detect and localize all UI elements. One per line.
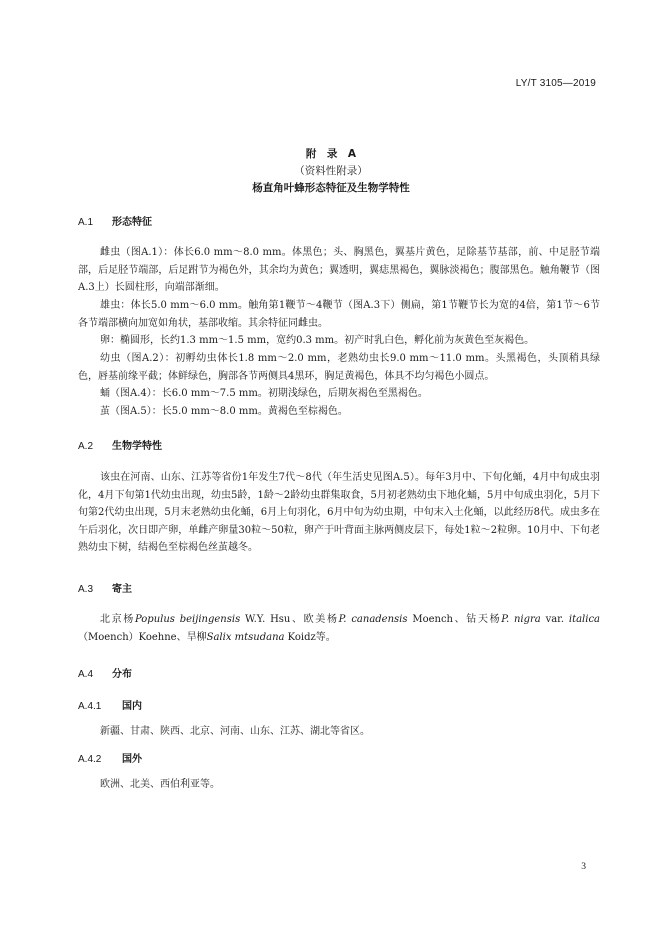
appendix-label: 附 录 A xyxy=(305,148,357,160)
paragraph-foreign-distribution: 欧洲、北美、西伯利亚等。 xyxy=(100,779,220,790)
host-species: P. nigra xyxy=(501,614,541,625)
page-number: 3 xyxy=(581,862,586,872)
host-text: Koidz等。 xyxy=(284,631,336,643)
host-variety: italica xyxy=(568,614,601,625)
paragraph-domestic-distribution: 新疆、甘肃、陕西、北京、河南、山东、江苏、湖北等省区。 xyxy=(100,726,370,737)
subsection-title: 国外 xyxy=(122,754,142,765)
subsection-heading-a42 xyxy=(78,750,142,765)
host-species: P. canadensis xyxy=(338,614,408,625)
host-species: Salix mtsudana xyxy=(206,631,285,643)
host-text: W.Y. Hsu、欧美杨 xyxy=(240,614,339,625)
host-text: 北京杨 xyxy=(100,614,135,625)
host-text: Moench、钻天杨 xyxy=(407,614,502,625)
appendix-title: 杨直角叶蜂形态特征及生物学特性 xyxy=(252,182,410,194)
host-text: （Moench）Koehne、旱柳 xyxy=(78,631,207,643)
paragraph-biology: 该虫在河南、山东、江苏等省份1年发生7代～8代（年生活史见图A.5）。每年3月中、下旬化蛹，4月中旬成虫羽化，4月下旬第1代幼虫出现，幼虫5龄，1龄～2龄幼虫群集取食，5月初老熟幼虫下地化蛹，5月中旬成虫羽化，5月下旬第2代幼虫出现，5月末老熟幼虫化蛹，6月上旬羽化，6月中旬为幼虫期，中旬末入土化蛹，以此经历8代。成虫多在午后羽化，次日即产卵，单雌产卵量30粒～50粒，卵产于叶背面主脉两侧皮层下，每处1粒～2粒卵。10月中、下旬老熟幼虫下树，结褐色至棕褐色丝茧越冬。 xyxy=(78,472,600,554)
subsection-number: A.4.2 xyxy=(78,754,102,765)
section-title: 分布 xyxy=(112,669,132,680)
host-text: var. xyxy=(540,614,569,625)
section-heading-a1 xyxy=(78,213,152,228)
appendix-note: （资料性附录） xyxy=(294,165,368,177)
section-title: 形态特征 xyxy=(112,217,152,228)
section-heading-a2 xyxy=(78,437,162,452)
section-heading-a3 xyxy=(78,580,132,595)
subsection-heading-a41 xyxy=(78,697,142,712)
subsection-title: 国内 xyxy=(122,701,142,712)
section-number: A.4 xyxy=(78,669,94,680)
paragraph-pupa: 蛹（图A.4）：长6.0 mm～7.5 mm。初期浅绿色，后期灰褐色至黑褐色。 xyxy=(100,388,428,399)
section-number: A.3 xyxy=(78,584,94,595)
section-title: 生物学特性 xyxy=(112,441,162,452)
paragraph-larva: 幼虫（图A.2）：初孵幼虫体长1.8 mm～2.0 mm，老熟幼虫长9.0 mm～11.0 mm。头黑褐色，头顶稍具绿色，唇基前缘平截；体鲜绿色，胸部各节两侧具4黑环，胸足黄褐色，体具不均匀褐色小圆点。 xyxy=(78,353,600,382)
paragraph-male: 雄虫：体长5.0 mm～6.0 mm。触角第1鞭节～4鞭节（图A.3下）侧扁，第1节鞭节长为宽的4倍，第1节～6节各节端部横向加宽如角状，基部收缩。其余特征同雌虫。 xyxy=(78,300,600,329)
host-species: Populus beijingensis xyxy=(134,614,241,625)
paragraph-egg: 卵：椭圆形，长约1.3 mm～1.5 mm，宽约0.3 mm。初产时乳白色，孵化前为灰黄色至灰褐色。 xyxy=(100,335,535,346)
section-title: 寄主 xyxy=(112,584,132,595)
section-number: A.2 xyxy=(78,441,94,452)
paragraph-hosts xyxy=(78,611,600,646)
paragraph-female: 雌虫（图A.1）：体长6.0 mm～8.0 mm。体黑色；头、胸黑色，翼基片黄色，足除基节基部，前、中足胫节端部，后足胫节端部，后足跗节为褐色外，其余均为黄色；翼透明，翼痣黑褐色，翼脉淡褐色；腹部黑色。触角鞭节（图A.3上）长圆柱形，向端部渐细。 xyxy=(78,247,600,294)
paragraph-cocoon: 茧（图A.5）：长5.0 mm～8.0 mm。黄褐色至棕褐色。 xyxy=(100,406,348,417)
section-heading-a4 xyxy=(78,665,132,680)
subsection-number: A.4.1 xyxy=(78,701,102,712)
standard-code: LY/T 3105—2019 xyxy=(515,78,596,89)
section-number: A.1 xyxy=(78,217,94,228)
